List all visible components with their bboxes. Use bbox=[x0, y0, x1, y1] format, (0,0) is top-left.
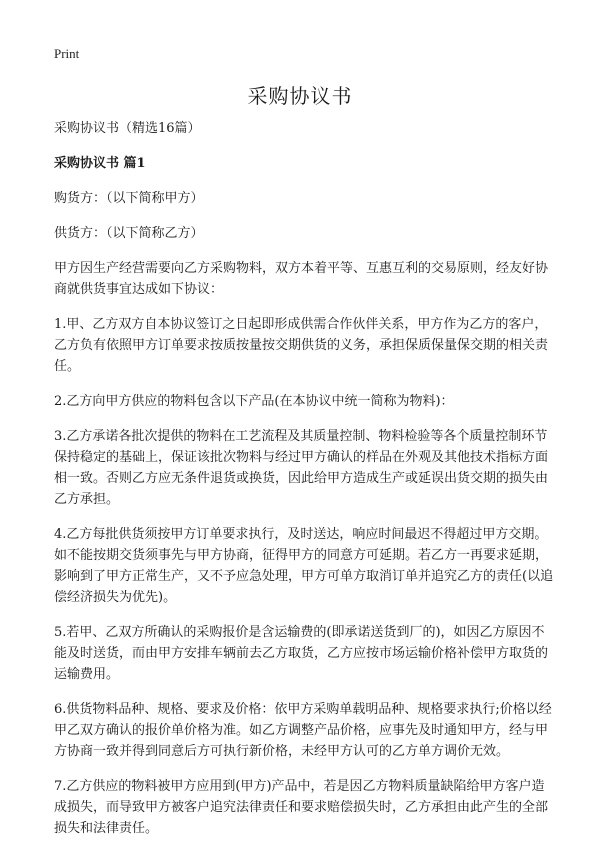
clause-paragraph: 5.若甲、乙双方所确认的采购报价是含运输费的(即承诺送货到厂的)，如因乙方原因不能及时送货，而由甲方安排车辆前去乙方取货，乙方应按市场运输价格补偿甲方取货的运输费用。 bbox=[54, 625, 549, 682]
document-title: 采购协议书 bbox=[247, 84, 353, 108]
clause-paragraph: 1.甲、乙方双方自本协议签订之日起即形成供需合作伙伴关系，甲方作为乙方的客户，乙方负有依照甲方订单要求按质按量按交期供货的义务，承担保质保量保交期的相关责任。 bbox=[54, 317, 549, 374]
intro-paragraph: 甲方因生产经营需要向乙方采购物料，双方本着平等、互惠互利的交易原则，经友好协商就供货事宜达成如下协议： bbox=[54, 261, 549, 297]
buyer-line: 购货方：（以下简称甲方） bbox=[54, 191, 204, 206]
clause-paragraph: 4.乙方每批供货须按甲方订单要求执行，及时送达，响应时间最迟不得超过甲方交期。如不能按期交货须事先与甲方协商，征得甲方的同意方可延期。若乙方一再要求延期，影响到了甲方正常生产，又不予应急处理，甲方可单方取消订单并追究乙方的责任(以追偿经济损失为优先)。 bbox=[54, 527, 554, 605]
clause-paragraph: 2.乙方向甲方供应的物料包含以下产品(在本协议中统一简称为物料)： bbox=[54, 394, 454, 409]
print-link[interactable]: Print bbox=[54, 46, 80, 61]
clause-paragraph: 7.乙方供应的物料被甲方应用到(甲方)产品中，若是因乙方物料质量缺陷给甲方客户造成损失，而导致甲方被客户追究法律责任和要求赔偿损失时，乙方承担由此产生的全部损失和法律责任。 bbox=[54, 779, 549, 836]
document-body bbox=[54, 118, 554, 853]
supplier-line: 供货方：（以下简称乙方） bbox=[54, 226, 204, 241]
clause-paragraph: 6.供货物料品种、规格、要求及价格：依甲方采购单载明品种、规格要求执行;价格以经甲乙双方确认的报价单价格为准。如乙方调整产品价格，应事先及时通知甲方，经与甲方协商一致并得到同意后方可执行新价格，未经甲方认可的乙方单方调价无效。 bbox=[54, 702, 552, 759]
section-heading: 采购协议书 篇1 bbox=[54, 156, 146, 171]
document-subtitle: 采购协议书（精选16篇） bbox=[54, 121, 201, 136]
clause-paragraph: 3.乙方承诺各批次提供的物料在工艺流程及其质量控制、物料检验等各个质量控制环节保持稳定的基础上，保证该批次物料与经过甲方确认的样品在外观及其他技术指标方面相一致。否则乙方应无条件退货或换货，因此给甲方造成生产或延误出货交期的损失由乙方承担。 bbox=[54, 429, 549, 507]
